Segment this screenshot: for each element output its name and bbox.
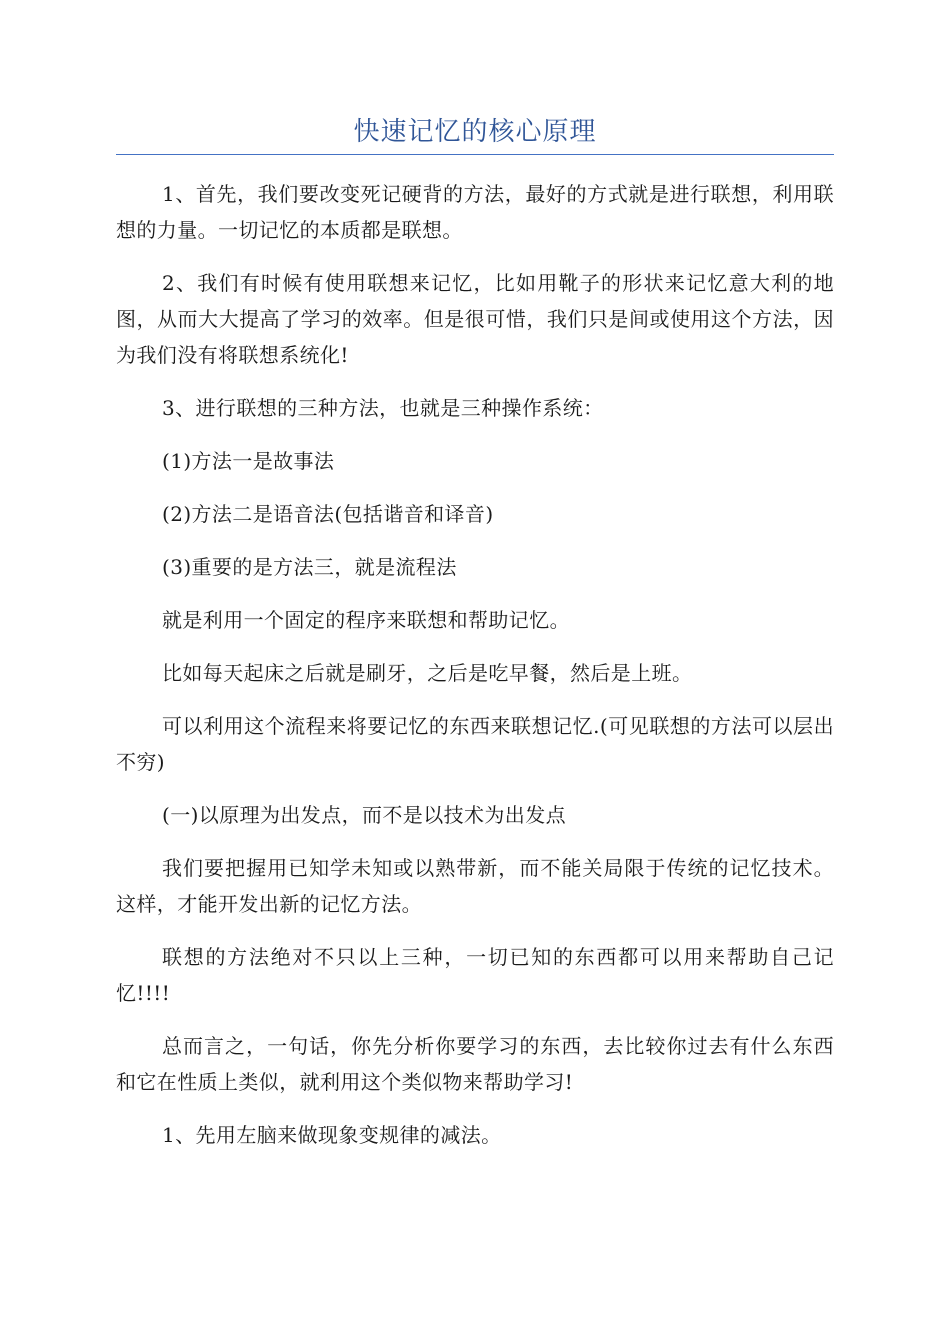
paragraph-9: 可以利用这个流程来将要记忆的东西来联想记忆.(可见联想的方法可以层出不穷)	[116, 714, 834, 774]
paragraph-11: 我们要把握用已知学未知或以熟带新，而不能关局限于传统的记忆技术。这样，才能开发出新的记忆方法。	[116, 856, 834, 916]
document-body	[116, 176, 834, 1170]
title-underline	[116, 154, 834, 155]
paragraph-6: (3)重要的是方法三，就是流程法	[162, 555, 457, 579]
paragraph-10: (一)以原理为出发点，而不是以技术为出发点	[162, 803, 567, 827]
document-title: 快速记忆的核心原理	[353, 117, 597, 147]
paragraph-13: 总而言之，一句话，你先分析你要学习的东西，去比较你过去有什么东西和它在性质上类似，就利用这个类似物来帮助学习!	[116, 1034, 834, 1094]
paragraph-7: 就是利用一个固定的程序来联想和帮助记忆。	[162, 608, 570, 632]
paragraph-3: 3、进行联想的三种方法，也就是三种操作系统：	[162, 396, 604, 420]
paragraph-1: 1、首先，我们要改变死记硬背的方法，最好的方式就是进行联想，利用联想的力量。一切记忆的本质都是联想。	[116, 182, 834, 242]
paragraph-14: 1、先用左脑来做现象变规律的减法。	[162, 1123, 502, 1147]
paragraph-4: (1)方法一是故事法	[162, 449, 335, 473]
paragraph-12: 联想的方法绝对不只以上三种，一切已知的东西都可以用来帮助自己记忆!!!!	[116, 945, 834, 1005]
paragraph-2: 2、我们有时候有使用联想来记忆，比如用靴子的形状来记忆意大利的地图，从而大大提高了学习的效率。但是很可惜，我们只是间或使用这个方法，因为我们没有将联想系统化!	[116, 271, 834, 367]
paragraph-5: (2)方法二是语音法(包括谐音和译音)	[162, 502, 494, 526]
paragraph-8: 比如每天起床之后就是刷牙，之后是吃早餐，然后是上班。	[162, 661, 693, 685]
